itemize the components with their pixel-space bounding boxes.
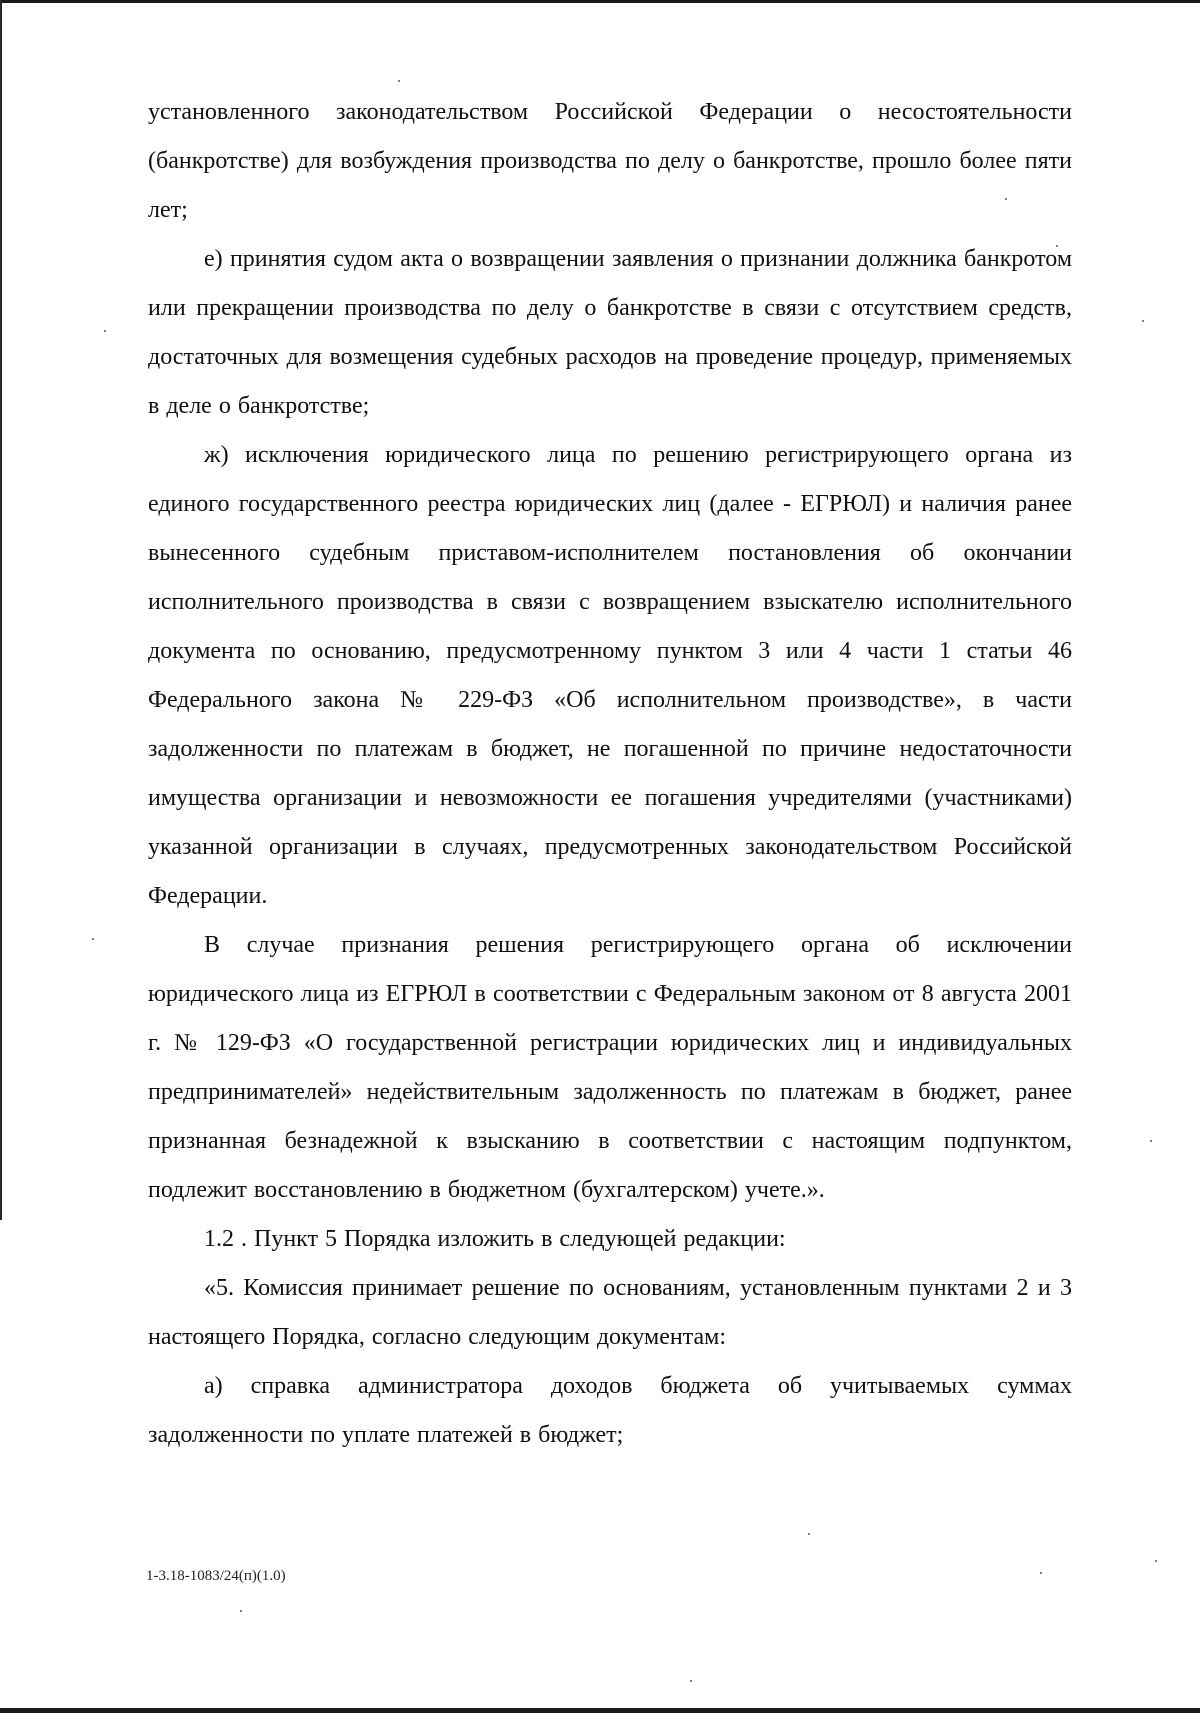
scan-speck xyxy=(808,1533,810,1535)
document-code: 1-3.18-1083/24(п)(1.0) xyxy=(146,1568,286,1584)
paragraph-1-2: 1.2 . Пункт 5 Порядка изложить в следующей редакции: xyxy=(204,1226,786,1252)
paragraph-item-zh: ж) исключения юридического лица по решению регистрирующего органа из единого государственного реестра юридических лиц (далее - ЕГРЮЛ) и наличия ранее вынесенного судебным приставом-исполнителем постановления об окончании исполнительного производства в связи с возвращением взыскателю исполнительного документа по основанию, предусмотренному пунктом 3 или 4 части 1 статьи 46 Федерального закона № 229-ФЗ «Об исполнительном производстве», в части задолженности по платежам в бюджет, не погашенной по причине недостаточности имущества организации и невозможности ее погашения учредителями (участниками) указанной организации в случаях, предусмотренных законодательством Российской Федерации. xyxy=(148,442,1072,909)
scan-speck xyxy=(690,1680,692,1682)
scan-speck xyxy=(1040,1572,1042,1574)
scan-speck xyxy=(92,938,94,940)
paragraph-item-a: а) справка администратора доходов бюджета об учитываемых суммах задолженности по уплате платежей в бюджет; xyxy=(148,1373,1072,1448)
scan-speck xyxy=(1142,320,1144,322)
paragraph-item-e: е) принятия судом акта о возвращении заявления о признании должника банкротом или прекращении производства по делу о банкротстве в связи с отсутствием средств, достаточных для возмещения судебных расходов на проведение процедур, применяемых в деле о банкротстве; xyxy=(148,246,1072,419)
scan-speck xyxy=(240,1610,242,1612)
scan-speck xyxy=(104,330,106,332)
scan-speck xyxy=(398,80,400,82)
document-body xyxy=(148,88,1072,1460)
scan-edge-top xyxy=(0,0,1200,3)
scan-speck xyxy=(1150,1140,1152,1142)
scan-edge-left xyxy=(0,0,2,1220)
paragraph-item-5: «5. Комиссия принимает решение по основаниям, установленным пунктами 2 и 3 настоящего Порядка, согласно следующим документам: xyxy=(148,1275,1072,1350)
scan-speck xyxy=(1155,1560,1157,1562)
scan-edge-bottom xyxy=(0,1708,1200,1713)
paragraph-egrul-invalid: В случае признания решения регистрирующего органа об исключении юридического лица из ЕГРЮЛ в соответствии с Федеральным законом от 8 августа 2001 г. № 129-ФЗ «О государственной регистрации юридических лиц и индивидуальных предпринимателей» недействительным задолженность по платежам в бюджет, ранее признанная безнадежной к взысканию в соответствии с настоящим подпунктом, подлежит восстановлению в бюджетном (бухгалтерском) учете.». xyxy=(148,932,1072,1203)
paragraph-continuation: установленного законодательством Российской Федерации о несостоятельности (банкротстве) для возбуждения производства по делу о банкротстве, прошло более пяти лет; xyxy=(148,99,1072,223)
